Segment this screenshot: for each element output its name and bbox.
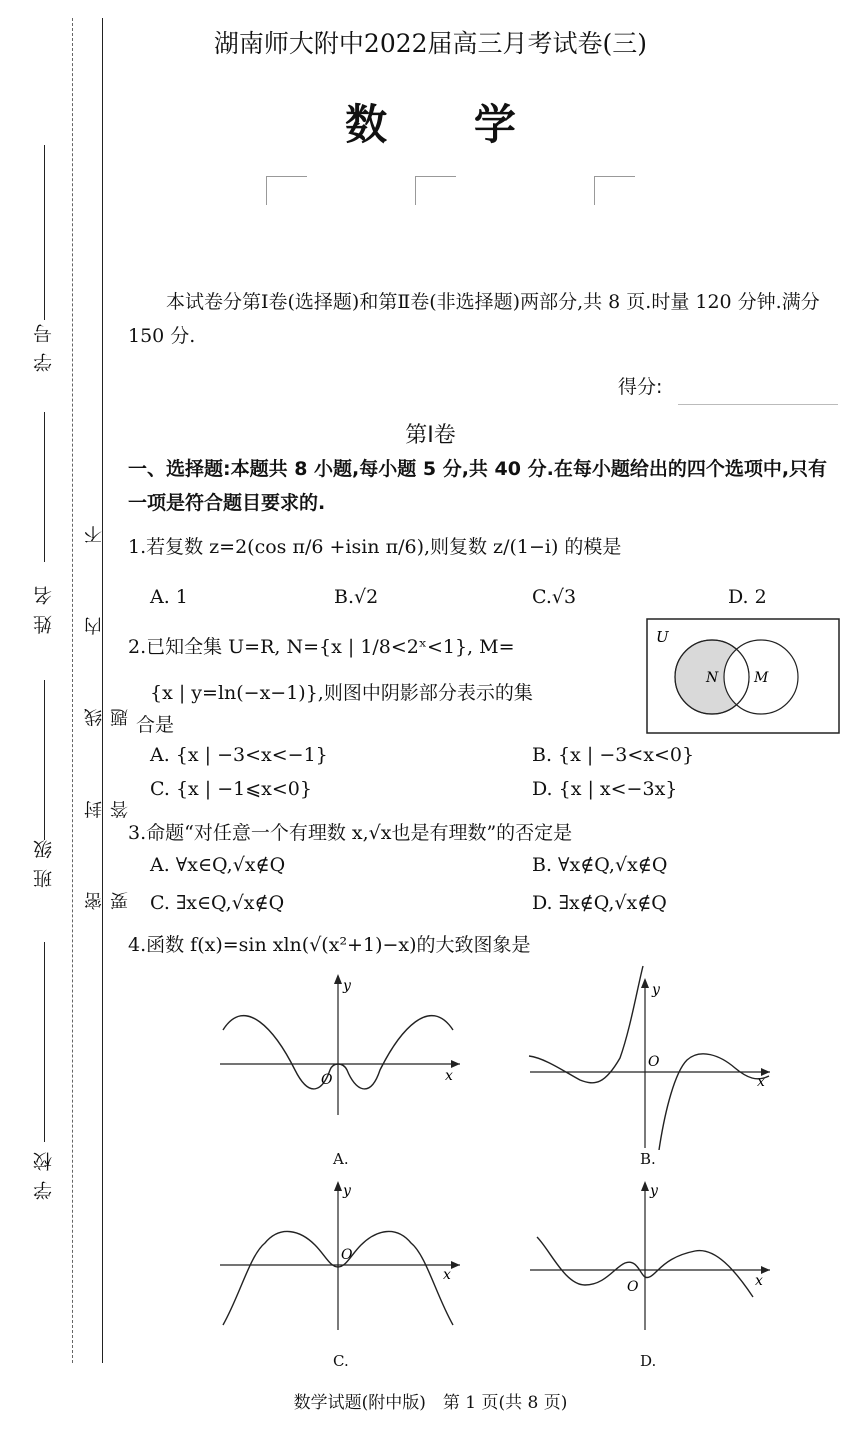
question-2-stem-line1: 2.已知全集 U=R, N={x | 1/8<2ˣ<1}, M= — [128, 636, 515, 658]
section-heading: 一、选择题:本题共 8 小题,每小题 5 分,共 40 分.在每小题给出的四个选项中,只有一项是符合题目要求的. — [128, 458, 828, 514]
q2-option-d[interactable]: D. {x | x<−3x} — [532, 778, 678, 800]
graph-b — [525, 960, 775, 1150]
curve-b-right — [659, 1054, 769, 1150]
svg-text:x: x — [445, 1068, 453, 1084]
subject-title — [0, 92, 861, 152]
graph-c-label[interactable]: C. — [333, 1352, 349, 1370]
graph-b-label[interactable]: B. — [640, 1150, 656, 1168]
question-2-stem-line2: {x | y=ln(−x−1)},则图中阴影部分表示的集 — [150, 682, 533, 704]
question-1-stem: 1.若复数 z=2(cos π/6 +isin π/6),则复数 z/(1−i) 的模是 — [128, 536, 622, 558]
q3-option-d[interactable]: D. ∃x∉Q,√x∉Q — [532, 892, 667, 914]
svg-text:O: O — [627, 1279, 639, 1295]
venn-label-u: U — [656, 628, 669, 646]
svg-text:x: x — [757, 1074, 765, 1090]
graph-c — [215, 1175, 465, 1335]
graph-d — [525, 1175, 775, 1335]
question-4-stem: 4.函数 f(x)=sin xln(√(x²+1)−x)的大致图象是 — [128, 934, 531, 956]
dotted-cut-line — [72, 18, 73, 1363]
venn-diagram — [646, 618, 840, 734]
q1-option-b[interactable]: B.√2 — [334, 586, 379, 608]
q1-option-c[interactable]: C.√3 — [532, 586, 577, 608]
q3-option-b[interactable]: B. ∀x∉Q,√x∉Q — [532, 854, 668, 876]
exam-title: 湖南师大附中2022届高三月考试卷(三) — [213, 29, 648, 58]
score-field[interactable] — [678, 404, 838, 405]
svg-text:x: x — [755, 1273, 763, 1289]
corner-mark — [594, 176, 635, 205]
corner-mark — [266, 176, 307, 205]
school-label: 学 校 — [33, 1150, 55, 1201]
student-id-blank[interactable] — [44, 145, 45, 320]
svg-text:y: y — [343, 978, 351, 994]
curve-b-left — [529, 966, 643, 1083]
name-label: 姓 名 — [33, 584, 55, 635]
graph-d-label[interactable]: D. — [640, 1352, 657, 1370]
seal-warning: 密 封 线 内 不 要 答 题 — [84, 491, 131, 910]
intro-text: 本试卷分第Ⅰ卷(选择题)和第Ⅱ卷(非选择题)两部分,共 8 页.时量 120 分钟.满分 150 分. — [128, 291, 820, 347]
score-label: 得分: — [618, 376, 663, 398]
svg-text:O: O — [321, 1072, 333, 1088]
corner-mark — [415, 176, 456, 205]
q3-option-a[interactable]: A. ∀x∈Q,√x∉Q — [150, 854, 286, 876]
q1-option-a[interactable]: A. 1 — [150, 586, 188, 608]
svg-text:y: y — [652, 982, 660, 998]
subject-char-2: 学 — [473, 100, 516, 149]
class-blank[interactable] — [44, 680, 45, 840]
q3-option-c[interactable]: C. ∃x∈Q,√x∉Q — [150, 892, 285, 914]
svg-text:y: y — [650, 1183, 658, 1199]
svg-text:O: O — [341, 1247, 353, 1263]
class-label: 班 级 — [33, 838, 55, 889]
school-blank[interactable] — [44, 942, 45, 1142]
section-title: 第Ⅰ卷 — [405, 423, 456, 448]
question-3-stem: 3.命题“对任意一个有理数 x,√x也是有理数”的否定是 — [128, 822, 573, 844]
question-2-stem-line3: 合是 — [136, 714, 175, 736]
q2-option-a[interactable]: A. {x | −3<x<−1} — [150, 744, 328, 766]
q1-option-d[interactable]: D. 2 — [728, 586, 767, 608]
graph-a-label[interactable]: A. — [333, 1150, 349, 1168]
subject-char-1: 数 — [345, 100, 388, 149]
svg-text:y: y — [343, 1183, 351, 1199]
q2-option-c[interactable]: C. {x | −1⩽x<0} — [150, 778, 312, 800]
page-footer: 数学试题(附中版) 第 1 页(共 8 页) — [293, 1393, 568, 1413]
venn-label-m: M — [754, 670, 769, 686]
svg-text:x: x — [443, 1267, 451, 1283]
svg-text:O: O — [648, 1054, 660, 1070]
student-id-label: 学 号 — [33, 322, 55, 373]
venn-label-n: N — [706, 670, 719, 686]
graph-a — [215, 970, 465, 1120]
q2-option-b[interactable]: B. {x | −3<x<0} — [532, 744, 695, 766]
